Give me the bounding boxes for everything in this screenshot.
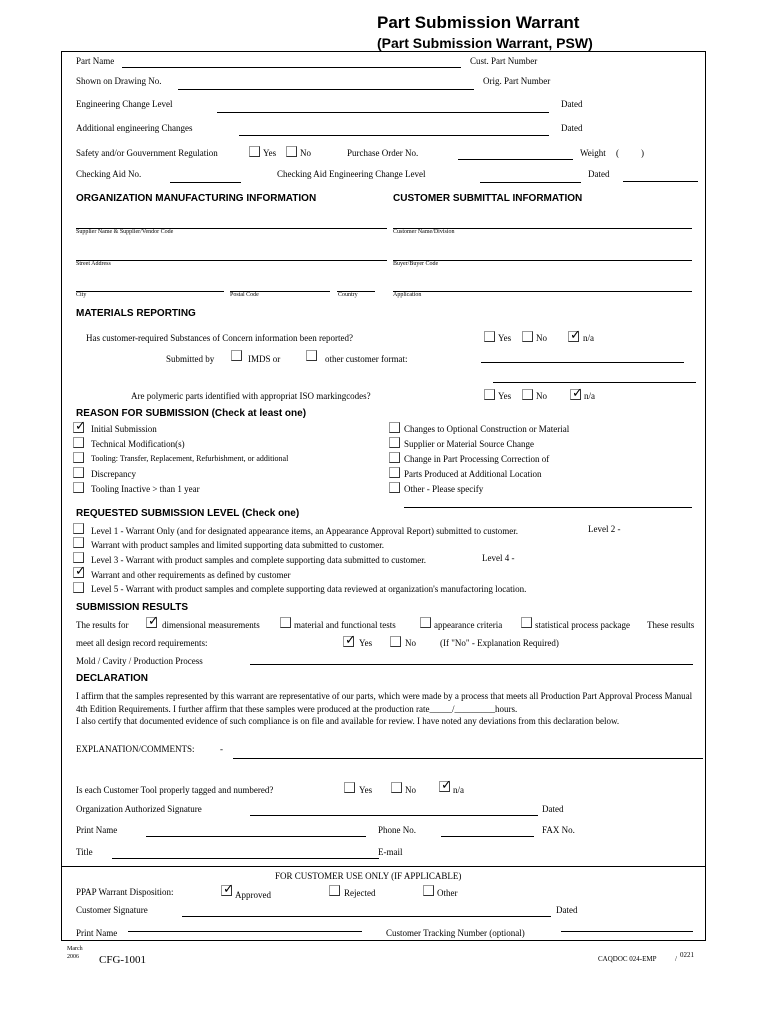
tool-yes-checkbox[interactable] [344, 782, 355, 793]
eng-change-level-field[interactable] [217, 112, 549, 113]
street-label: Street Address [76, 261, 111, 267]
level-2-checkbox[interactable] [73, 537, 84, 548]
safety-reg-label: Safety and/or Gouvernment Regulation [76, 148, 218, 158]
level-1-checkbox[interactable] [73, 523, 84, 534]
statistical-label: statistical process package [535, 620, 630, 630]
part-name-label: Part Name [76, 56, 115, 66]
explanation-field[interactable] [233, 758, 703, 759]
approved-checkbox[interactable] [221, 881, 234, 896]
imds-checkbox[interactable] [231, 350, 242, 361]
tool-na-label: n/a [453, 785, 464, 795]
reason-processing-label: Change in Part Processing Correction of [404, 454, 550, 464]
iso-no-label: No [536, 391, 547, 401]
tool-na-checkbox[interactable] [439, 777, 452, 792]
tracking-label: Customer Tracking Number (optional) [386, 928, 525, 938]
dated-label-1: Dated [561, 99, 583, 109]
meet-yes-checkbox[interactable] [343, 632, 356, 647]
form-subtitle: (Part Submission Warrant, PSW) [377, 35, 593, 51]
tool-yes-label: Yes [359, 785, 373, 795]
reason-inactive-label: Tooling Inactive > than 1 year [91, 484, 200, 494]
purchase-order-field[interactable] [458, 159, 573, 160]
submitted-by-label: Submitted by [166, 354, 215, 364]
reason-other-checkbox[interactable] [389, 482, 400, 493]
reason-inactive-checkbox[interactable] [73, 482, 84, 493]
additional-changes-label: Additional engineering Changes [76, 123, 193, 133]
reason-heading: REASON FOR SUBMISSION (Check at least one) [76, 408, 307, 419]
results-for-label: The results for [76, 620, 129, 630]
buyer-label: Buyer/Buyer Code [393, 261, 439, 267]
check-icon: ✓ [570, 327, 581, 342]
check-icon: ✓ [223, 881, 234, 896]
statistical-checkbox[interactable] [521, 617, 532, 628]
mold-field[interactable] [250, 664, 693, 665]
other-checkbox[interactable] [423, 885, 434, 896]
cust-part-number-label: Cust. Part Number [470, 56, 538, 66]
iso-no-checkbox[interactable] [522, 389, 533, 400]
level-4-label: Level 4 - [482, 553, 515, 563]
declaration-text-2: I also certify that documented evidence of such compliance is on file and available for review. I have noted any deviations from this declaration below. [76, 716, 620, 726]
level-4-desc: Warrant and other requirements as defined by customer [91, 570, 291, 580]
postal-label: Postal Code [230, 292, 259, 298]
level-2-desc: Warrant with product samples and limited supporting data submitted to customer. [91, 540, 384, 550]
meet-all-label: meet all design record requirements: [76, 638, 208, 648]
iso-yes-label: Yes [498, 391, 512, 401]
safety-yes-label: Yes [263, 148, 277, 158]
reason-location-checkbox[interactable] [389, 467, 400, 478]
level-4-checkbox[interactable] [73, 563, 86, 578]
dimensional-checkbox[interactable] [146, 613, 159, 628]
application-label: Application [393, 292, 422, 298]
reason-initial-label: Initial Submission [91, 424, 157, 434]
weight-label: Weight [580, 148, 606, 158]
city-field[interactable] [76, 291, 224, 292]
imds-label: IMDS or [248, 354, 281, 364]
checking-aid-eng-field[interactable] [480, 182, 581, 183]
meet-no-checkbox[interactable] [390, 636, 401, 647]
check-icon: ✓ [345, 632, 356, 647]
rejected-checkbox[interactable] [329, 885, 340, 896]
meet-yes-label: Yes [359, 638, 373, 648]
cust-info-heading: CUSTOMER SUBMITTAL INFORMATION [393, 193, 583, 204]
checking-aid-eng-label: Checking Aid Engineering Change Level [277, 169, 426, 179]
tool-no-checkbox[interactable] [391, 782, 402, 793]
customer-use-heading: FOR CUSTOMER USE ONLY (IF APPLICABLE) [275, 871, 462, 881]
customer-signature-label: Customer Signature [76, 905, 148, 915]
level-5-checkbox[interactable] [73, 582, 84, 593]
customer-name-label: Customer Name/Division [393, 229, 455, 235]
reason-other-label: Other - Please specify [404, 484, 484, 494]
reason-optional-construction-label: Changes to Optional Construction or Material [404, 424, 570, 434]
soc-no-checkbox[interactable] [522, 331, 533, 342]
application-field[interactable] [393, 291, 692, 292]
dated-label-2: Dated [561, 123, 583, 133]
title-label: Title [76, 847, 93, 857]
other-format-field-2[interactable] [493, 382, 696, 383]
soc-no-label: No [536, 333, 547, 343]
reason-discrepancy-label: Discrepancy [91, 469, 136, 479]
print-name-label: Print Name [76, 825, 118, 835]
other-format-checkbox[interactable] [306, 350, 317, 361]
customer-print-name-field[interactable] [128, 931, 362, 932]
checking-aid-label: Checking Aid No. [76, 169, 142, 179]
explanation-label: EXPLANATION/COMMENTS: [76, 744, 195, 754]
level-3-checkbox[interactable] [73, 552, 84, 563]
auth-sig-label: Organization Authorized Signature [76, 804, 202, 814]
level-2-label: Level 2 - [588, 524, 621, 534]
footer-slash: / [675, 955, 677, 963]
safety-no-label: No [300, 148, 311, 158]
checking-aid-field[interactable] [170, 182, 241, 183]
customer-use-divider [61, 866, 706, 867]
reason-initial-checkbox[interactable] [73, 418, 86, 433]
meet-no-label: No [405, 638, 416, 648]
purchase-order-label: Purchase Order No. [347, 148, 419, 158]
reason-tooling-label: Tooling: Transfer, Replacement, Refurbishment, or additional [91, 454, 289, 463]
results-heading: SUBMISSION RESULTS [76, 602, 189, 613]
footer-form-id: CFG-1001 [99, 954, 147, 966]
check-icon: ✓ [75, 418, 86, 433]
phone-label: Phone No. [378, 825, 416, 835]
footer-year: 2006 [67, 954, 79, 960]
safety-no-checkbox[interactable] [286, 146, 297, 157]
footer-doc-code: CAQDOC 024-EMP [598, 955, 657, 963]
check-icon: ✓ [572, 385, 583, 400]
safety-yes-checkbox[interactable] [249, 146, 260, 157]
auth-sig-field[interactable] [250, 815, 538, 816]
reason-tooling-checkbox[interactable] [73, 452, 84, 463]
weight-open-paren: ( [616, 148, 619, 158]
other-format-field[interactable] [481, 362, 684, 363]
reason-optional-construction-checkbox[interactable] [389, 422, 400, 433]
country-label: Country [338, 292, 358, 298]
declaration-heading: DECLARATION [76, 673, 149, 684]
if-no-label: (If "No" - Explanation Required) [440, 638, 559, 648]
reason-other-field[interactable] [404, 507, 692, 508]
level-1-label: Level 1 - Warrant Only (and for designated appearance items, an Appearance Approval Report) submitted to customer. [91, 526, 518, 536]
dimensional-label: dimensional measurements [162, 620, 260, 630]
disposition-label: PPAP Warrant Disposition: [76, 887, 174, 897]
soc-na-label: n/a [583, 333, 594, 343]
appearance-checkbox[interactable] [420, 617, 431, 628]
customer-signature-field[interactable] [182, 916, 551, 917]
title-field[interactable] [112, 858, 379, 859]
iso-na-checkbox[interactable] [570, 385, 583, 400]
explanation-dash: - [220, 744, 223, 754]
org-info-heading: ORGANIZATION MANUFACTURING INFORMATION [76, 193, 317, 204]
appearance-label: appearance criteria [434, 620, 503, 630]
part-name-field[interactable] [122, 67, 461, 68]
supplier-name-label: Supplier Name & Supplier/Vendor Code [76, 229, 174, 235]
phone-field[interactable] [441, 836, 534, 837]
reason-supplier-change-checkbox[interactable] [389, 437, 400, 448]
fax-label: FAX No. [542, 825, 575, 835]
declaration-text-1: I affirm that the samples represented by this warrant are representative of our parts, which were made by a process that meets all Production Part Approval Process Manual 4th Edition Requirements. I further affirm that these samples were produced at the production rate_____/_________hours. [76, 691, 693, 714]
check-icon: ✓ [148, 613, 159, 628]
other-format-label: other customer format: [325, 354, 408, 364]
reason-technical-checkbox[interactable] [73, 437, 84, 448]
reason-supplier-change-label: Supplier or Material Source Change [404, 439, 534, 449]
iso-question: Are polymeric parts identified with appropriat ISO markingcodes? [131, 391, 371, 401]
eng-change-level-label: Engineering Change Level [76, 99, 173, 109]
soc-na-checkbox[interactable] [568, 327, 581, 342]
footer-month: March [67, 946, 83, 952]
auth-dated-label: Dated [542, 804, 564, 814]
iso-na-label: n/a [584, 391, 595, 401]
drawing-no-field[interactable] [178, 89, 474, 90]
footer-rev: 0221 [680, 951, 694, 959]
soc-yes-label: Yes [498, 333, 512, 343]
drawing-no-label: Shown on Drawing No. [76, 76, 162, 86]
these-results-label: These results [647, 620, 695, 630]
check-icon: ✓ [441, 777, 452, 792]
reason-processing-checkbox[interactable] [389, 452, 400, 463]
email-label: E-mail [378, 847, 403, 857]
form-title: Part Submission Warrant [377, 13, 580, 32]
material-tests-label: material and functional tests [294, 620, 396, 630]
level-3-label: Level 3 - Warrant with product samples and complete supporting data submitted to customer. [91, 555, 427, 565]
soc-yes-checkbox[interactable] [484, 331, 495, 342]
print-name-field[interactable] [146, 836, 366, 837]
level-heading: REQUESTED SUBMISSION LEVEL (Check one) [76, 508, 300, 519]
material-tests-checkbox[interactable] [280, 617, 291, 628]
tool-no-label: No [405, 785, 416, 795]
soc-question: Has customer-required Substances of Concern information been reported? [86, 333, 353, 343]
weight-close-paren: ) [641, 148, 644, 158]
dated-label-3: Dated [588, 169, 610, 179]
orig-part-number-label: Orig. Part Number [483, 76, 551, 86]
reason-technical-label: Technical Modification(s) [91, 439, 185, 449]
dated-field-3[interactable] [623, 181, 698, 182]
materials-heading: MATERIALS REPORTING [76, 308, 196, 319]
street-field[interactable] [76, 260, 387, 261]
rejected-label: Rejected [344, 888, 376, 898]
reason-discrepancy-checkbox[interactable] [73, 467, 84, 478]
check-icon: ✓ [75, 563, 86, 578]
mold-label: Mold / Cavity / Production Process [76, 656, 203, 666]
tool-question: Is each Customer Tool properly tagged and numbered? [76, 785, 274, 795]
approved-label: Approved [235, 890, 271, 900]
city-label: City [76, 292, 87, 298]
tracking-field[interactable] [561, 931, 693, 932]
additional-changes-field[interactable] [239, 135, 549, 136]
other-label: Other [437, 888, 458, 898]
customer-dated-label: Dated [556, 905, 578, 915]
customer-print-name-label: Print Name [76, 928, 118, 938]
reason-location-label: Parts Produced at Additional Location [404, 469, 542, 479]
iso-yes-checkbox[interactable] [484, 389, 495, 400]
level-5-label: Level 5 - Warrant with product samples and complete supporting data reviewed at organization's manufactoring location. [91, 584, 527, 594]
